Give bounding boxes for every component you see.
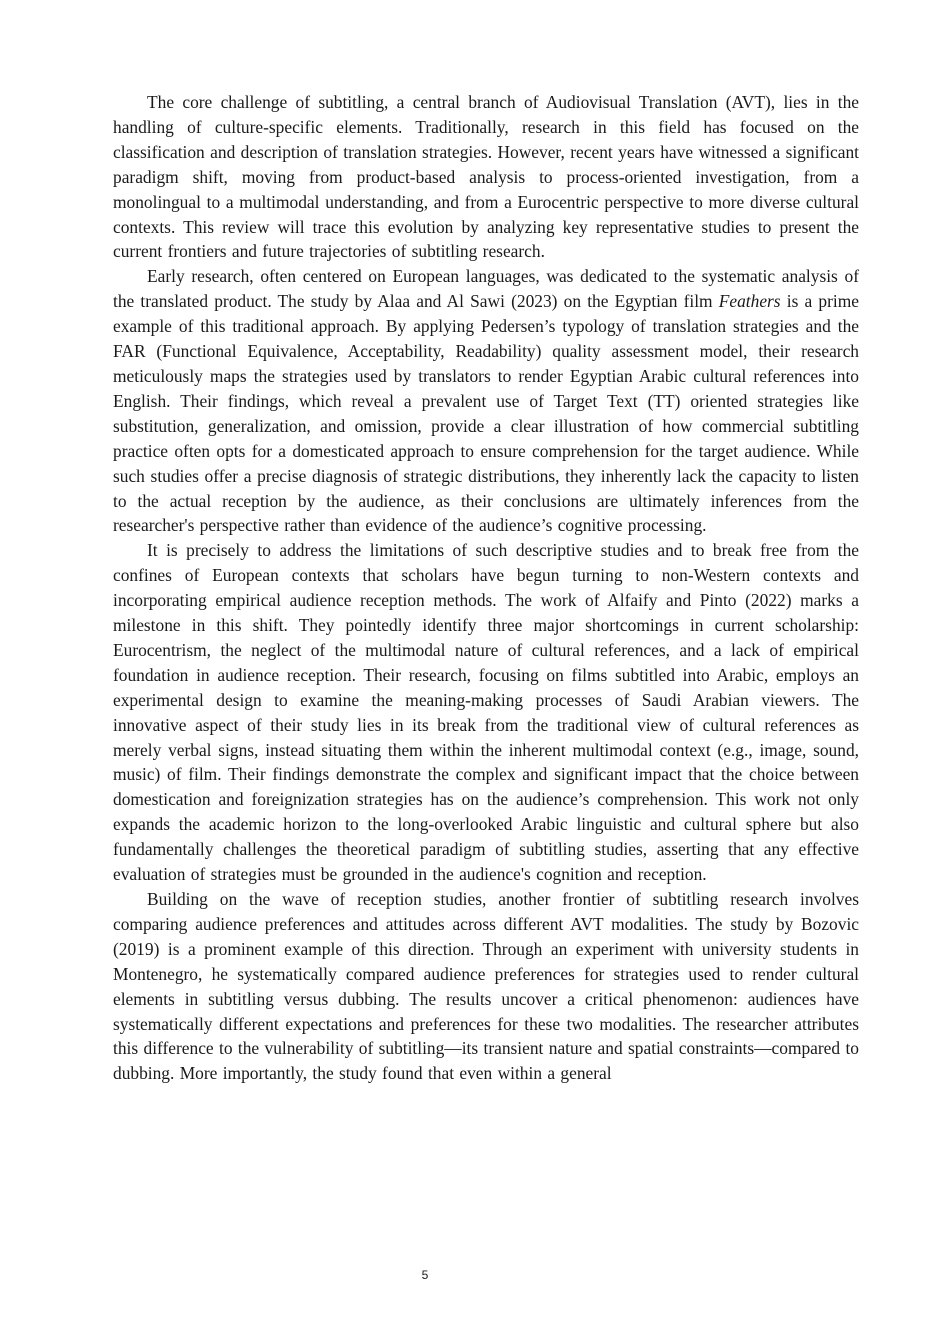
paragraph-early-research [113, 264, 859, 538]
film-title-italic: Feathers [718, 291, 781, 312]
paragraph-introduction: The core challenge of subtitling, a central branch of Audiovisual Translation (AVT), lies in the handling of culture-specific elements. Traditionally, research in this field has focused on the classification and description of translation strategies. However, recent years have witnessed a significant paradigm shift, moving from product-based analysis to process-oriented investigation, from a monolingual to a multimodal understanding, and from a Eurocentric perspective to more diverse cultural contexts. This review will trace this evolution by analyzing key representative studies to present the current frontiers and future trajectories of subtitling research. [113, 92, 859, 262]
paragraph-avt-modalities: Building on the wave of reception studies, another frontier of subtitling research involves comparing audience preferences and attitudes across different AVT modalities. The study by Bozovic (2019) is a prominent example of this direction. Through an experiment with university students in Montenegro, he systematically compared audience preferences for strategies used to render cultural elements in subtitling versus dubbing. The results uncover a critical phenomenon: audiences have systematically different expectations and preferences for these two modalities. The researcher attributes this difference to the vulnerability of subtitling—its transient nature and spatial constraints—compared to dubbing. More importantly, the study found that even within a general [113, 889, 859, 1084]
document-page [113, 90, 859, 1086]
paragraph-reception-methods: It is precisely to address the limitations of such descriptive studies and to break free from the confines of European contexts that scholars have begun turning to non-Western contexts and incorporating empirical audience reception methods. The work of Alfaify and Pinto (2022) marks a milestone in this shift. They pointedly identify three major shortcomings in current scholarship: Eurocentrism, the neglect of the multimodal nature of cultural references, and a lack of empirical foundation in audience reception. Their research, focusing on films subtitled into Arabic, employs an experimental design to examine the meaning-making processes of Saudi Arabian viewers. The innovative aspect of their study lies in its break from the traditional view of cultural references as merely verbal signs, instead situating them within the inherent multimodal context (e.g., image, sound, music) of film. Their findings demonstrate the complex and significant impact that the choice between domestication and foreignization strategies has on the audience’s comprehension. This work not only expands the academic horizon to the long-overlooked Arabic linguistic and cultural sphere but also fundamentally challenges the theoretical paradigm of subtitling studies, asserting that any effective evaluation of strategies must be grounded in the audience's cognition and reception. [113, 540, 859, 885]
paragraph-text-before-title: Early research, often centered on European languages, was dedicated to the systematic analysis of the translated product. The study by Alaa and Al Sawi (2023) on the Egyptian film [113, 266, 859, 312]
page-number: 5 [421, 1268, 429, 1282]
paragraph-text-after-title: is a prime example of this traditional approach. By applying Pedersen’s typology of translation strategies and the FAR (Functional Equivalence, Acceptability, Readability) quality assessment model, their research meticulously maps the strategies used by translators to render Egyptian Arabic cultural references into English. Their findings, which reveal a prevalent use of Target Text (TT) oriented strategies like substitution, generalization, and omission, provide a clear illustration of how commercial subtitling practice often opts for a domesticated approach to ensure comprehension for the target audience. While such studies offer a precise diagnosis of strategic distributions, they inherently lack the capacity to listen to the actual reception by the audience, as their conclusions are ultimately inferences from the researcher's perspective rather than evidence of the audience’s cognitive processing. [113, 291, 859, 536]
